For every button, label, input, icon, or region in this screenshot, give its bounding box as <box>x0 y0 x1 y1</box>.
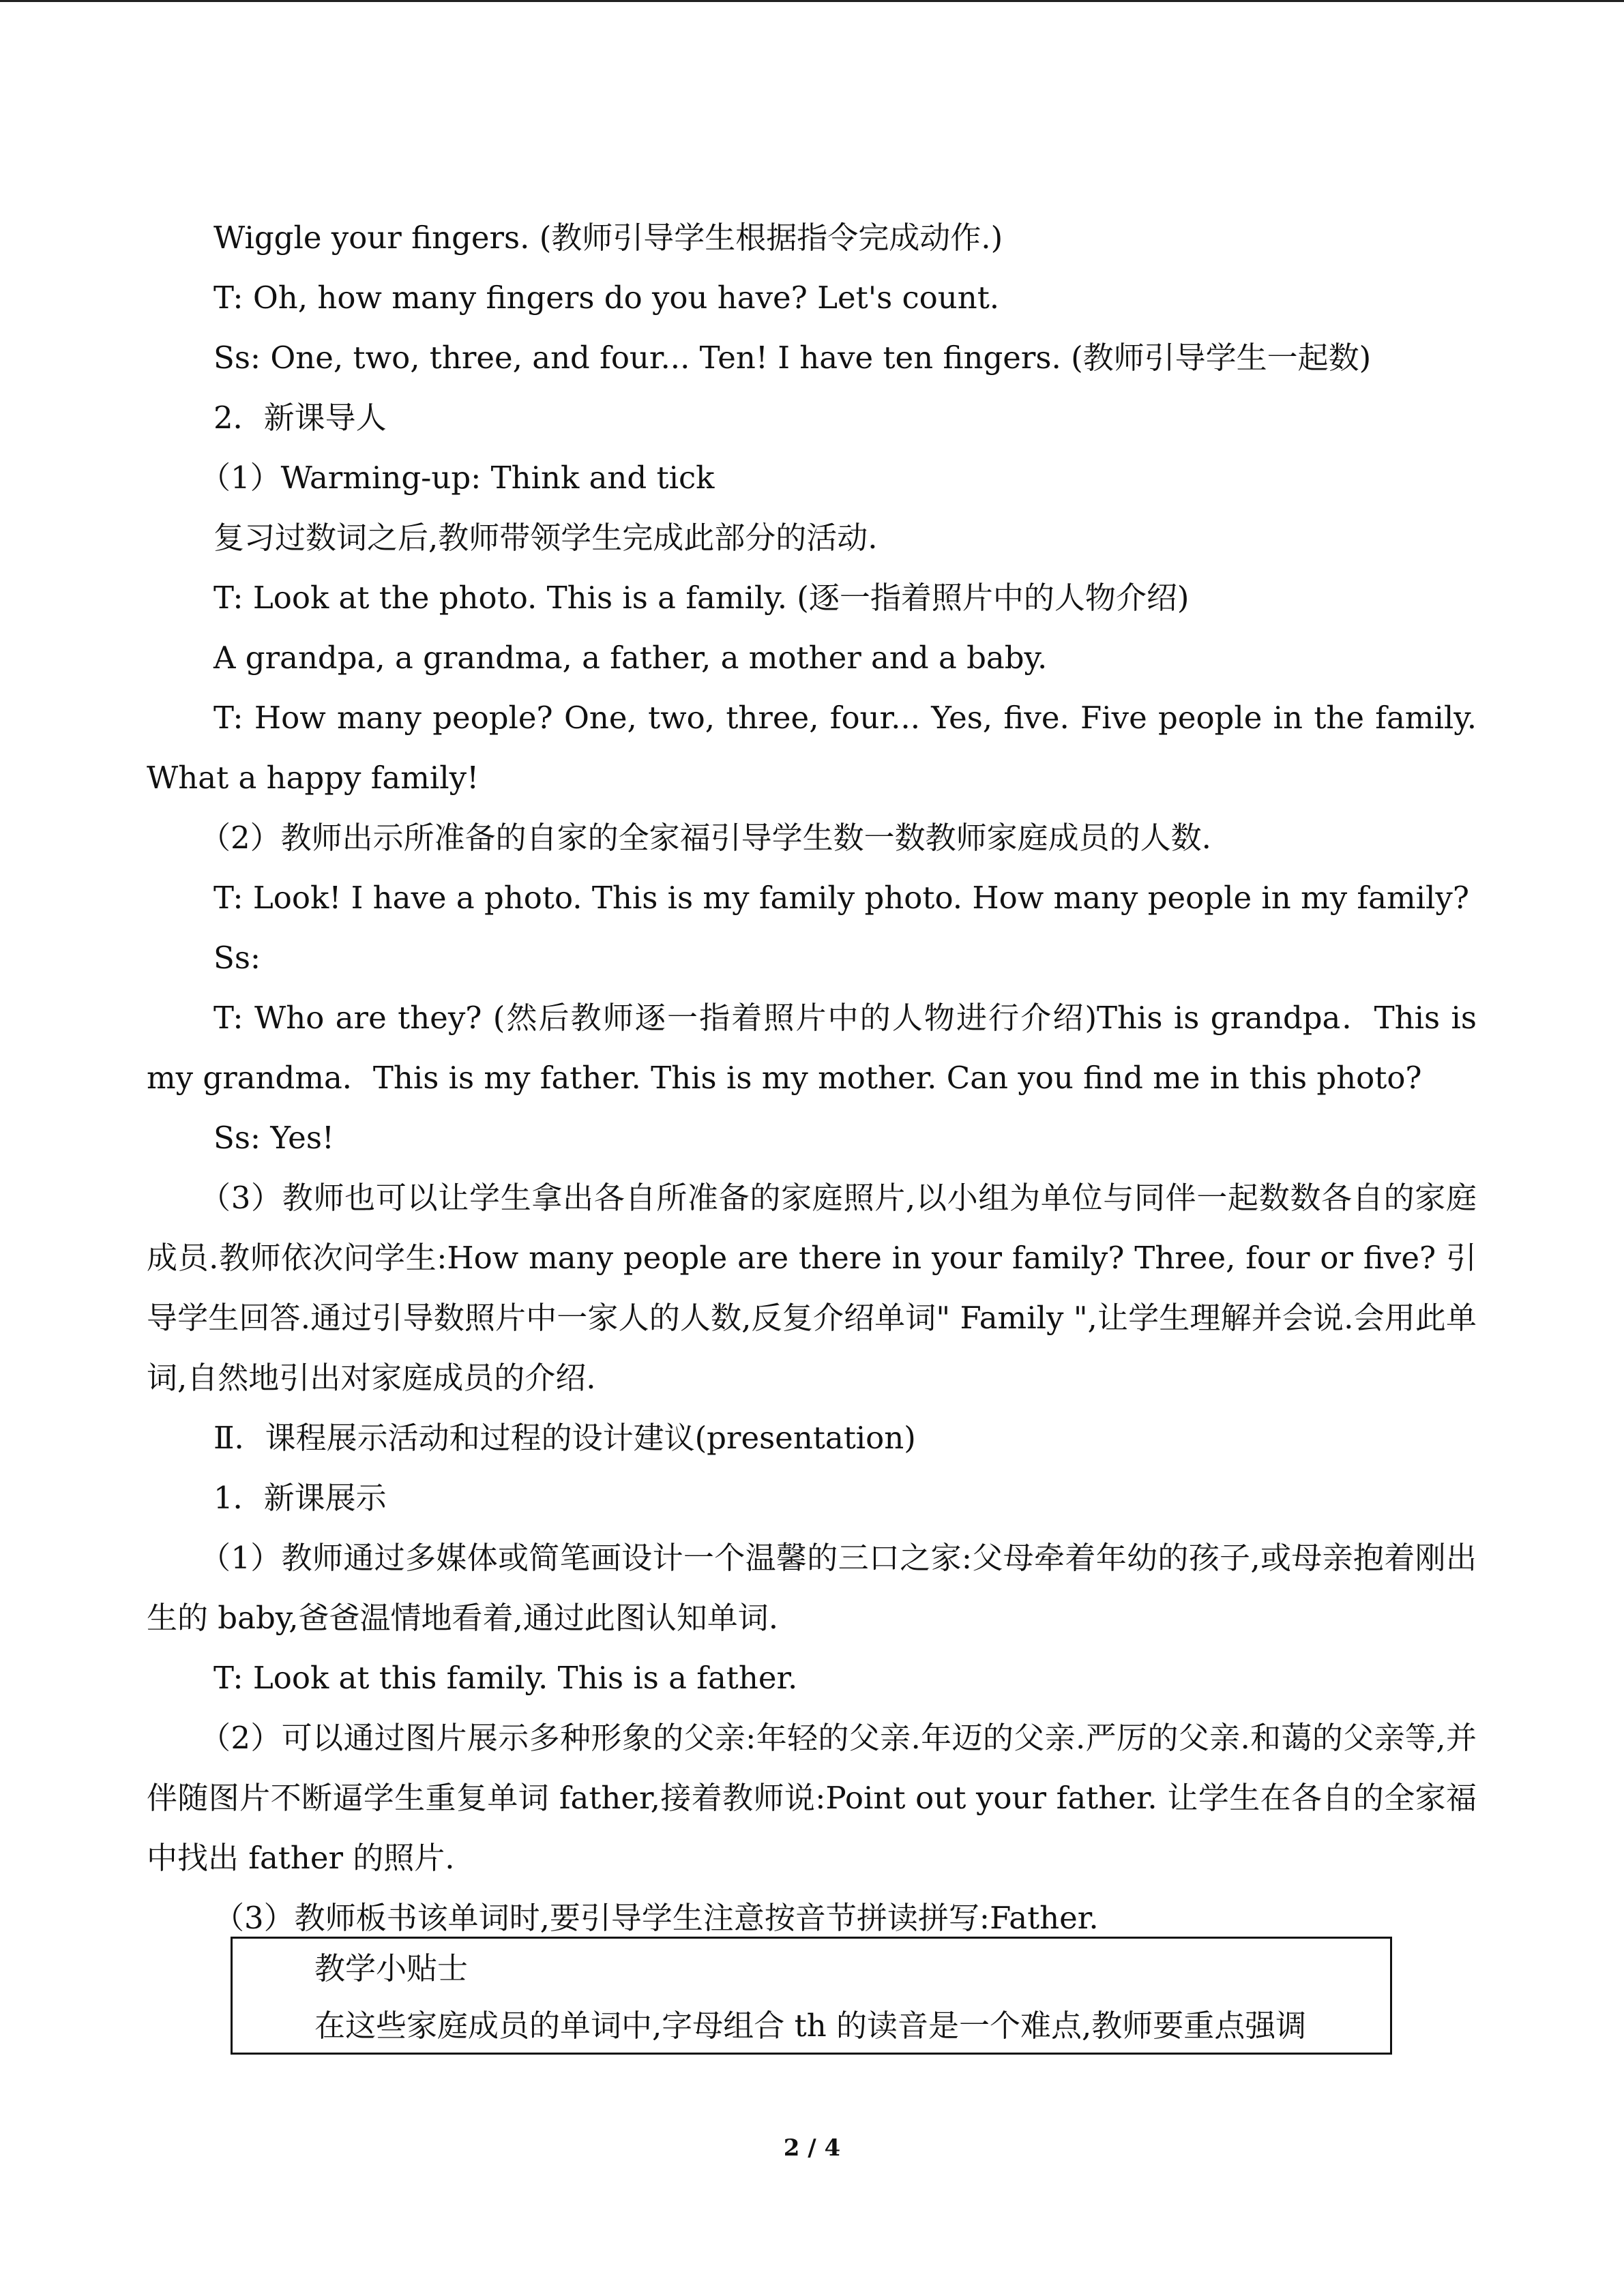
paragraph: （2）可以通过图片展示多种形象的父亲:年轻的父亲.年迈的父亲.严厉的父亲.和蔼的父亲等,并伴随图片不断逼学生重复单词 father,接着教师说:Point out your father. 让学生在各自的全家福中找出 father 的照片. <box>147 1720 1477 1876</box>
paragraph: 复习过数词之后,教师带领学生完成此部分的活动. <box>213 520 878 556</box>
top-border-line <box>0 0 1624 2</box>
paragraph: Ss: Yes! <box>213 1120 334 1156</box>
tip-box-title: 教学小贴士 <box>314 1950 469 1986</box>
paragraph: T: Look at the photo. This is a family. (逐一指着照片中的人物介绍) <box>213 580 1190 616</box>
paragraph: Ss: One, two, three, and four... Ten! I have ten fingers. (教师引导学生一起数) <box>213 340 1372 376</box>
paragraph: T: Oh, how many fingers do you have? Let's count. <box>213 280 1000 316</box>
paragraph: T: Look at this family. This is a father. <box>213 1660 798 1696</box>
paragraph: A grandpa, a grandma, a father, a mother and a baby. <box>213 640 1048 676</box>
paragraph: T: How many people? One, two, three, four... Yes, five. Five people in the family. What a happy family! <box>147 700 1477 796</box>
paragraph: Wiggle your fingers. (教师引导学生根据指令完成动作.) <box>213 220 1003 256</box>
paragraph: T: Look! I have a photo. This is my family photo. How many people in my family? <box>213 880 1469 916</box>
paragraph: （3）教师也可以让学生拿出各自所准备的家庭照片,以小组为单位与同伴一起数数各自的家庭成员.教师依次问学生:How many people are there in your family? Three, four or five? 引导学生回答.通过引导数照片中一家人的人数,反复介绍单词" Family ",让学生理解并会说.会用此单词,自然地引出对家庭成员的介绍. <box>147 1180 1477 1396</box>
document-body <box>147 208 1477 1948</box>
tip-box-text: 在这些家庭成员的单词中,字母组合 th 的读音是一个难点,教师要重点强调 <box>314 2008 1307 2044</box>
teaching-tip-box <box>231 1937 1392 2055</box>
paragraph: Ss: <box>213 940 261 976</box>
page-number: 2 / 4 <box>783 2134 841 2162</box>
paragraph: （2）教师出示所准备的自家的全家福引导学生数一数教师家庭成员的人数. <box>200 820 1211 856</box>
section-heading: 1．新课展示 <box>213 1480 387 1516</box>
paragraph: （1）Warming-up: Think and tick <box>200 460 715 496</box>
section-heading: 2．新课导人 <box>213 400 387 436</box>
paragraph: T: Who are they? (然后教师逐一指着照片中的人物进行介绍)This is grandpa．This is my grandma．This is my father. This is my mother. Can you find me in this photo? <box>147 1000 1477 1096</box>
paragraph: （1）教师通过多媒体或简笔画设计一个温馨的三口之家:父母牵着年幼的孩子,或母亲抱着刚出生的 baby,爸爸温情地看着,通过此图认知单词. <box>147 1540 1477 1636</box>
paragraph: （3）教师板书该单词时,要引导学生注意按音节拼读拼写:Father. <box>213 1900 1099 1936</box>
section-heading: Ⅱ．课程展示活动和过程的设计建议(presentation) <box>213 1420 916 1456</box>
